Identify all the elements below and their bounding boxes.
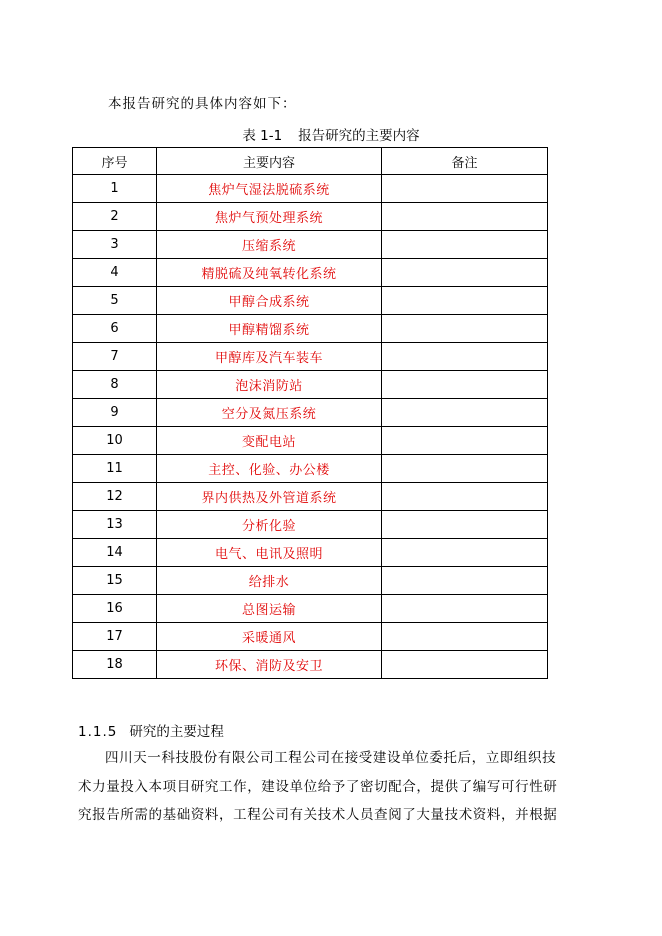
table-row: [73, 483, 548, 511]
table-row: [73, 595, 548, 623]
row-note-cell: [382, 315, 548, 343]
row-item-cell: 甲醇库及汽车装车: [157, 343, 382, 371]
table-row: [73, 567, 548, 595]
row-note-cell: [382, 343, 548, 371]
row-note-cell: [382, 511, 548, 539]
section-title: 研究的主要过程: [129, 724, 224, 740]
row-number-cell: 15: [73, 567, 157, 595]
row-item-cell: 环保、消防及安卫: [157, 651, 382, 679]
row-note-cell: [382, 231, 548, 259]
row-note-cell: [382, 203, 548, 231]
paragraph-line: 究报告所需的基础资料，工程公司有关技术人员查阅了大量技术资料，并根据: [78, 807, 558, 823]
row-note-cell: [382, 175, 548, 203]
paragraph-line: 四川天一科技股份有限公司工程公司在接受建设单位委托后，立即组织技: [105, 750, 557, 766]
row-number-cell: 17: [73, 623, 157, 651]
table-row: [73, 623, 548, 651]
table-row: [73, 651, 548, 679]
row-number-cell: 10: [73, 427, 157, 455]
row-item-cell: 给排水: [157, 567, 382, 595]
header-item: 主要内容: [157, 148, 382, 175]
row-note-cell: [382, 399, 548, 427]
table-caption-number: 表 1-1: [242, 128, 283, 144]
row-number-cell: 2: [73, 203, 157, 231]
table-row: [73, 203, 548, 231]
row-note-cell: [382, 259, 548, 287]
table-row: [73, 371, 548, 399]
intro-text: 本报告研究的具体内容如下：: [108, 96, 297, 112]
table-row: [73, 315, 548, 343]
table-caption-title: 报告研究的主要内容: [298, 128, 420, 144]
row-item-cell: 空分及氮压系统: [157, 399, 382, 427]
row-number-cell: 6: [73, 315, 157, 343]
table-row: [73, 399, 548, 427]
row-number-cell: 9: [73, 399, 157, 427]
section-heading: [78, 720, 224, 740]
row-number-cell: 14: [73, 539, 157, 567]
table-row: [73, 455, 548, 483]
row-number-cell: 18: [73, 651, 157, 679]
row-number-cell: 12: [73, 483, 157, 511]
row-item-cell: 主控、化验、办公楼: [157, 455, 382, 483]
row-number-cell: 5: [73, 287, 157, 315]
row-number-cell: 16: [73, 595, 157, 623]
row-note-cell: [382, 595, 548, 623]
row-item-cell: 精脱硫及纯氧转化系统: [157, 259, 382, 287]
section-number: 1.1.5: [78, 724, 118, 740]
row-note-cell: [382, 623, 548, 651]
row-note-cell: [382, 371, 548, 399]
header-no: 序号: [73, 148, 157, 175]
row-number-cell: 4: [73, 259, 157, 287]
row-note-cell: [382, 427, 548, 455]
paragraph-line: 术力量投入本项目研究工作，建设单位给予了密切配合，提供了编写可行性研: [78, 778, 558, 795]
row-item-cell: 采暖通风: [157, 623, 382, 651]
table-row: [73, 511, 548, 539]
row-number-cell: 11: [73, 455, 157, 483]
row-number-cell: 3: [73, 231, 157, 259]
row-item-cell: 甲醇精馏系统: [157, 315, 382, 343]
table-row: [73, 231, 548, 259]
row-item-cell: 电气、电讯及照明: [157, 539, 382, 567]
row-note-cell: [382, 455, 548, 483]
row-note-cell: [382, 483, 548, 511]
header-note: 备注: [382, 148, 548, 175]
row-item-cell: 分析化验: [157, 511, 382, 539]
table-row: [73, 539, 548, 567]
row-item-cell: 甲醇合成系统: [157, 287, 382, 315]
table-row: [73, 427, 548, 455]
table-row: [73, 259, 548, 287]
row-item-cell: 总图运输: [157, 595, 382, 623]
body-paragraph: [78, 744, 573, 830]
row-note-cell: [382, 287, 548, 315]
table-row: [73, 287, 548, 315]
row-item-cell: 焦炉气湿法脱硫系统: [157, 175, 382, 203]
row-note-cell: [382, 539, 548, 567]
table-header-row: [73, 148, 548, 175]
row-number-cell: 1: [73, 175, 157, 203]
row-number-cell: 7: [73, 343, 157, 371]
row-item-cell: 变配电站: [157, 427, 382, 455]
row-item-cell: 焦炉气预处理系统: [157, 203, 382, 231]
content-table: [72, 147, 548, 679]
row-note-cell: [382, 651, 548, 679]
row-number-cell: 13: [73, 511, 157, 539]
table-row: [73, 343, 548, 371]
row-item-cell: 泡沫消防站: [157, 371, 382, 399]
row-note-cell: [382, 567, 548, 595]
row-item-cell: 界内供热及外管道系统: [157, 483, 382, 511]
table-row: [73, 175, 548, 203]
row-item-cell: 压缩系统: [157, 231, 382, 259]
row-number-cell: 8: [73, 371, 157, 399]
table-caption: [0, 124, 662, 144]
